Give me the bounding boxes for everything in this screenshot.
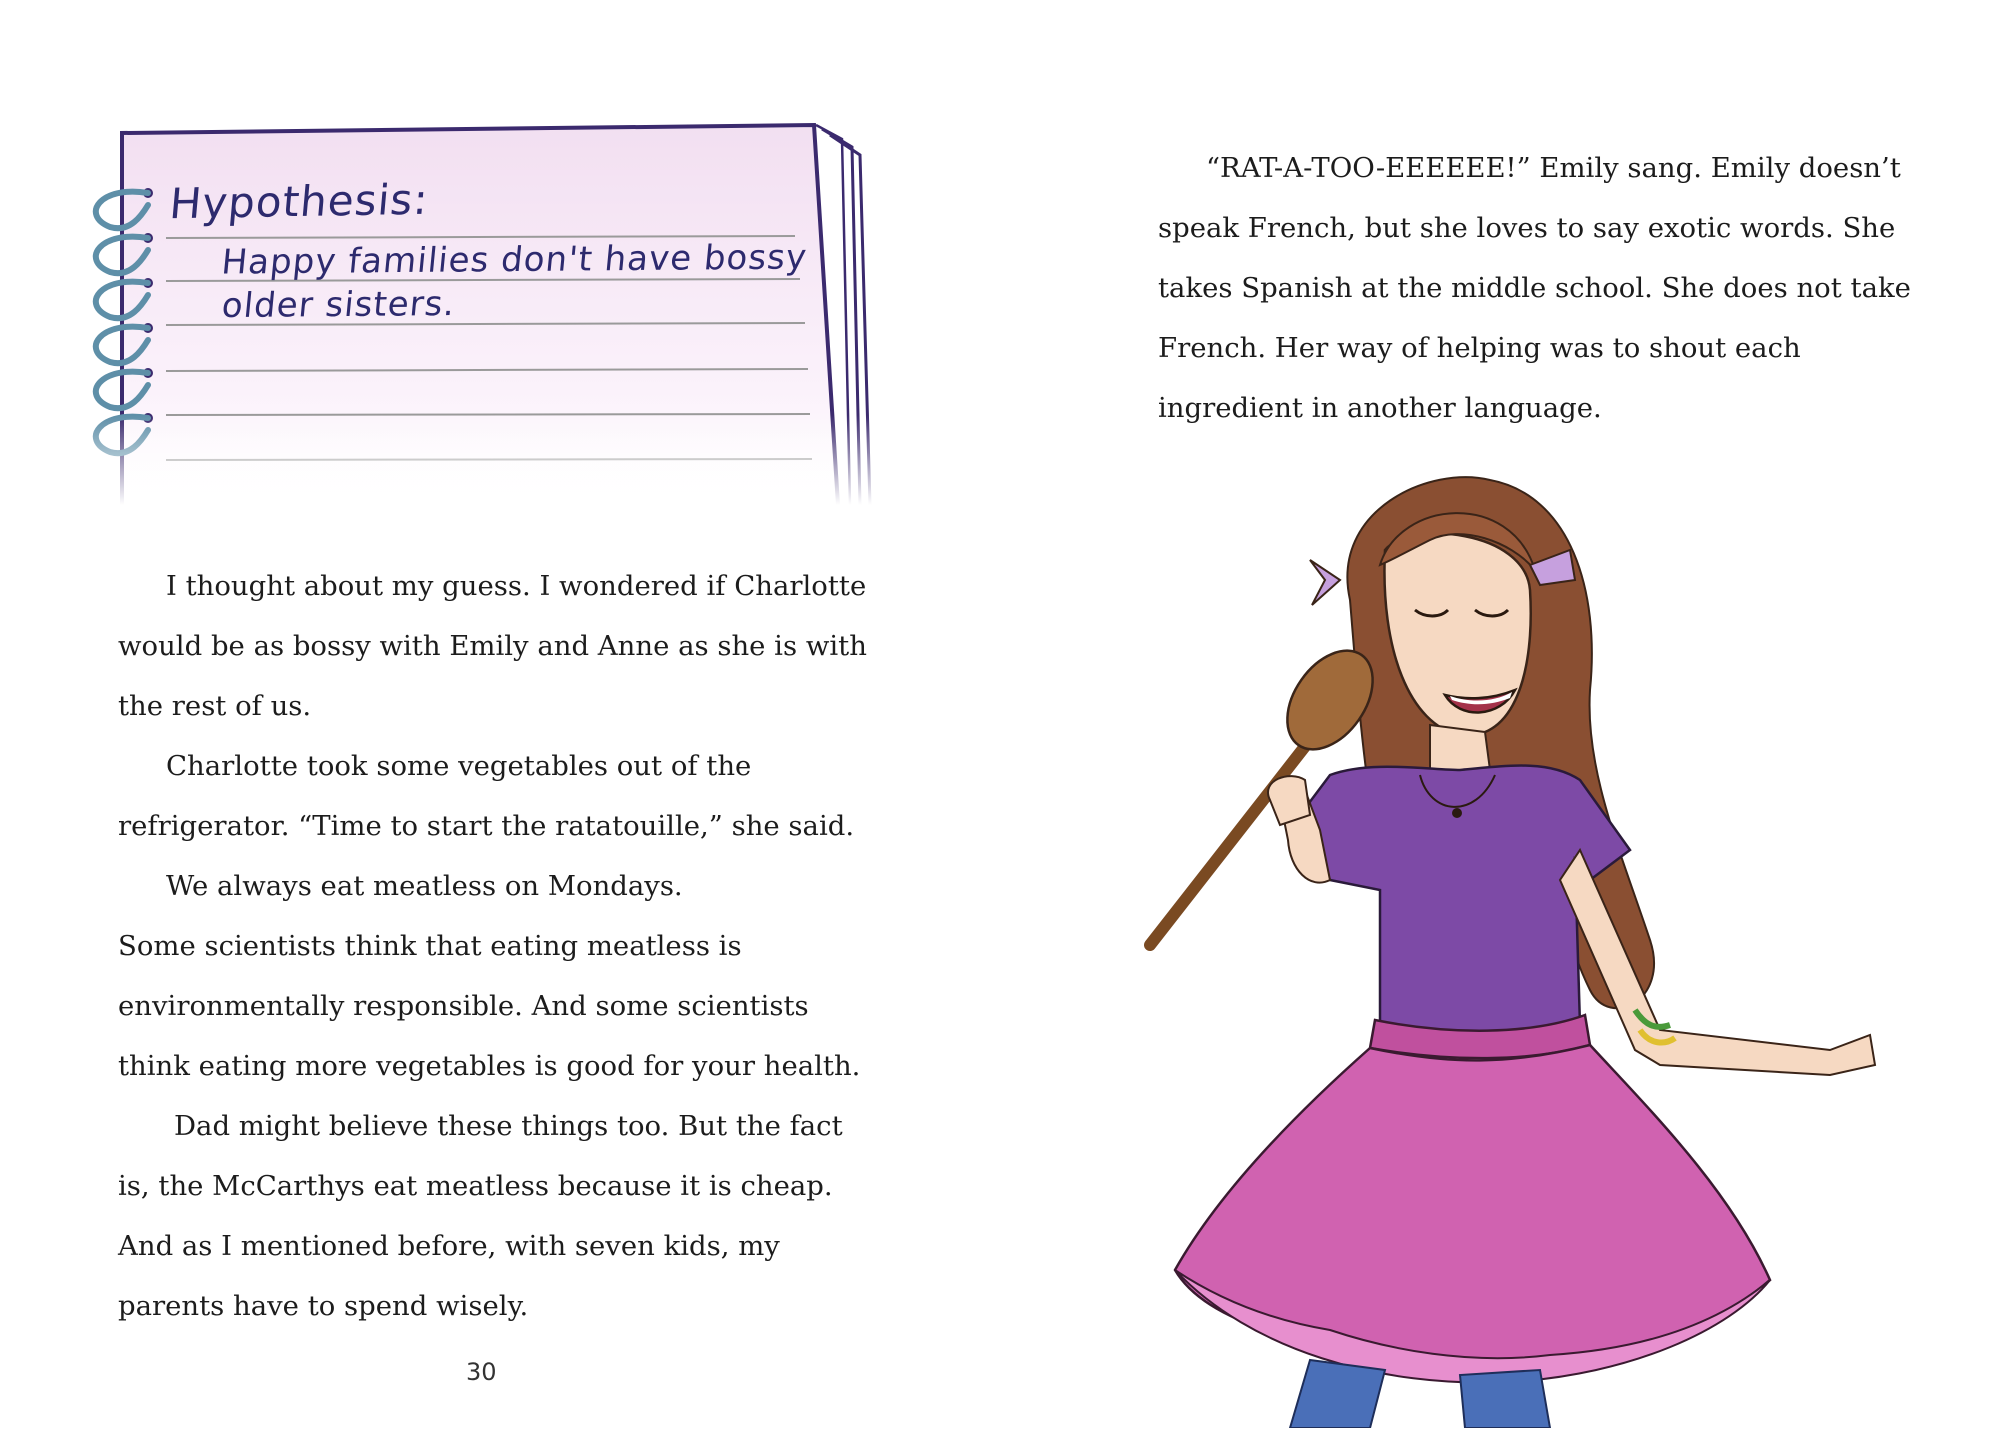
girl-singing-into-wooden-spoon-icon [1130,470,1960,1428]
notebook-page-icon [70,115,890,505]
paragraph: I thought about my guess. I wondered if Charlotte would be as bossy with Emily and Anne as she is with the rest of us. [118,570,867,722]
hypothesis-line-2: older sisters. [219,283,458,327]
paragraph: We always eat meatless on Mondays. [166,870,683,902]
paragraph: Some scientists think that eating meatless is environmentally responsible. And some scientists think eating more vegetables is good for your health. [118,930,861,1082]
girl-singing-illustration [1130,470,1960,1432]
paragraph: Charlotte took some vegetables out of the refrigerator. “Time to start the ratatouille,” she said. [118,750,855,842]
hypothesis-line-1: Happy families don't have bossy [219,237,809,283]
hypothesis-notebook [70,115,890,505]
page-number: 30 [466,1358,497,1386]
paragraph: Dad might believe these things too. But the fact is, the McCarthys eat meatless because it is cheap. And as I mentioned before, with seven kids, my parents have to spend wisely. [118,1110,843,1322]
paragraph: “RAT-A-TOO-EEEEEE!” Emily sang. Emily doesn’t speak French, but she loves to say exotic words. She takes Spanish at the middle school. She does not take French. Her way of helping was to shout each ingredient in another language. [1158,152,1911,424]
hypothesis-heading: Hypothesis: [167,174,431,229]
left-page [0,0,1000,1428]
